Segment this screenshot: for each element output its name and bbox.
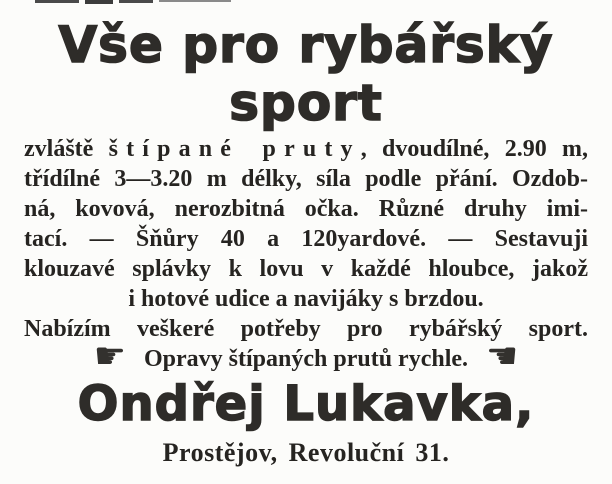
pointing-hand-left-icon: ☚ xyxy=(486,336,519,377)
body-line-5: klouzavé splávky k lovu v každé hloubce, jakož xyxy=(24,256,588,282)
headline-line-1: Vše pro rybářský xyxy=(58,16,554,74)
body-line-1 xyxy=(24,134,588,164)
body-line-1-post: , dvoudílné, 2.90 m, xyxy=(360,136,588,162)
repair-text: Opravy štípaných prutů rychle. xyxy=(143,346,469,372)
ad-headline xyxy=(0,16,612,132)
body-line-3: ná, kovová, nerozbitná očka. Různé druhy imi- xyxy=(24,196,588,222)
body-line-1-emphasis: štípané pruty xyxy=(108,136,361,162)
body-line-4: tací. — Šňůry 40 a 120yardové. — Sestavuji xyxy=(24,226,588,252)
advertiser-name: Ondřej Lukavka, xyxy=(77,376,535,432)
advertiser-address: Prostějov, Revoluční 31. xyxy=(162,438,450,467)
body-line-2: třídílné 3—3.20 m délky, síla podle přání. Ozdob- xyxy=(24,166,588,192)
repair-line xyxy=(24,336,588,378)
body-line-1-pre: zvláště xyxy=(24,136,94,162)
body-line-6: i hotové udice a navijáky s brzdou. xyxy=(128,286,484,312)
cropped-print-remnant xyxy=(0,0,612,6)
pointing-hand-right-icon: ☛ xyxy=(93,336,126,377)
ad-body xyxy=(24,134,588,344)
offer-line: Nabízím veškeré potřeby pro rybářský sport. xyxy=(24,316,588,342)
headline-line-2: sport xyxy=(229,74,383,132)
